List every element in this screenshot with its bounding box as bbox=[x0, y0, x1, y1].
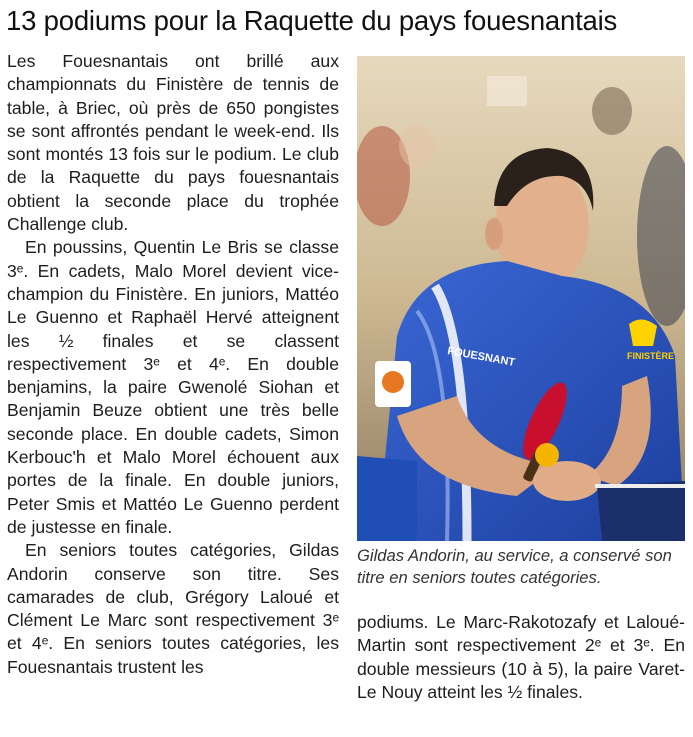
article-photo bbox=[357, 56, 685, 541]
photo-caption: Gildas Andorin, au service, a conservé son titre en seniors toutes catégories. bbox=[357, 546, 672, 587]
shirt-club-text: FOUESNANT bbox=[446, 345, 516, 369]
article-body-right-column bbox=[357, 611, 685, 704]
article-headline: 13 podiums pour la Raquette du pays fouesnantais bbox=[6, 5, 618, 36]
paragraph-seniors: En seniors toutes catégories, Gildas Andorin conserve son titre. Ses camarades de club, Grégory Laloué et Clément Le Marc sont respectivement 3ᵉ et 4ᵉ. En seniors toutes catégories, les Fouesnantais trustent les bbox=[7, 540, 339, 677]
article-body-left-column bbox=[7, 50, 339, 679]
paragraph-intro: Les Fouesnantais ont brillé aux championnats du Finistère de tennis de table, à Briec, où près de 650 pongistes se sont affrontés pendant le week-end. Ils sont montés 13 fois sur le podium. Le club de la Raquette du pays fouesnantais obtient la seconde place du trophée Challenge club. bbox=[7, 51, 339, 235]
paragraph-results: En poussins, Quentin Le Bris se classe 3ᵉ. En cadets, Malo Morel devient vice-champion du Finistère. En juniors, Mattéo Le Guenno et Raphaël Hervé atteignent les ½ finales et se classent respectivement 3ᵉ et 4ᵉ. En double benjamins, la paire Gwenolé Siohan et Benjamin Beuze obtient une très belle seconde place. En double cadets, Simon Kerbouc'h et Malo Morel échouent aux portes de la finale. En double juniors, Peter Smis et Mattéo Le Guenno perdent de justesse en finale. bbox=[7, 237, 339, 537]
shirt-sponsor-text: FINISTÈRE bbox=[627, 351, 675, 361]
paragraph-continuation: podiums. Le Marc-Rakotozafy et Laloué-Martin sont respectivement 2ᵉ et 3ᵉ. En double messieurs (10 à 5), la paire Varet-Le Nouy atteint les ½ finales. bbox=[357, 612, 685, 702]
